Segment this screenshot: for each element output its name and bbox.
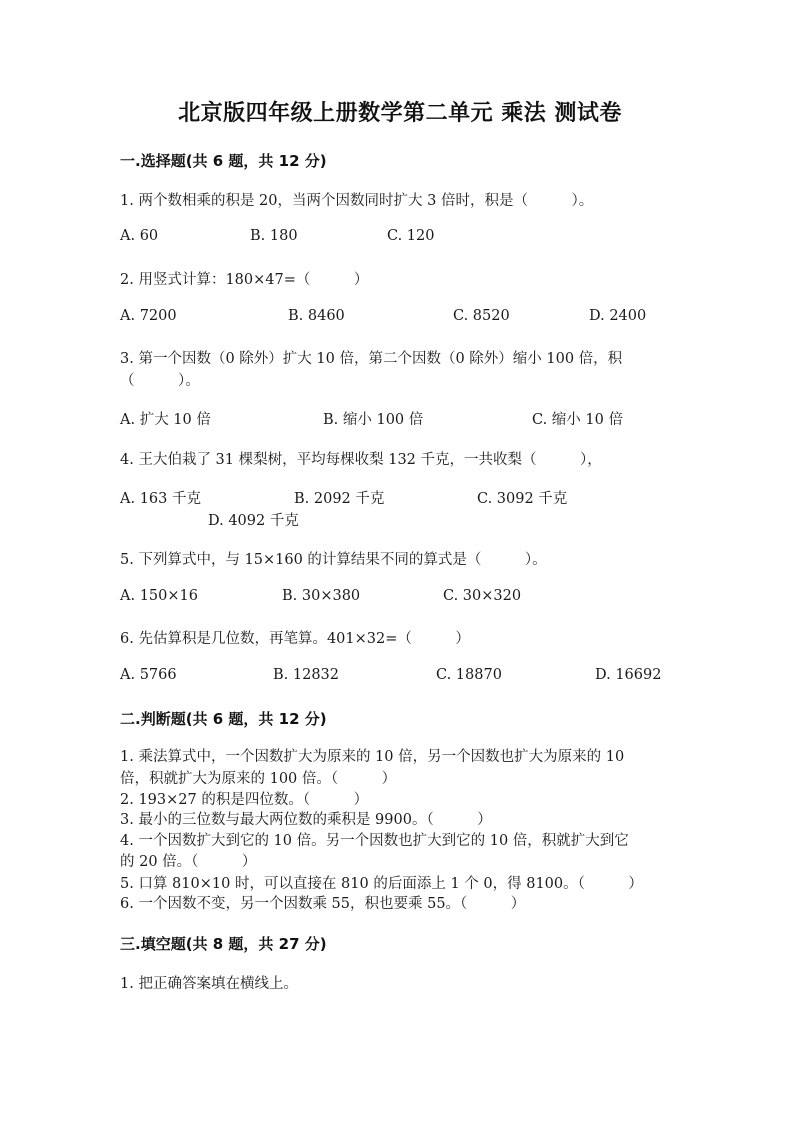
judgment-line: 倍，积就扩大为原来的 100 倍。（ ） [120,771,397,787]
judgment-line: 5. 口算 810×10 时，可以直接在 810 的后面添上 1 个 0，得 8100。（ ） [120,876,643,892]
question-3-continuation: （ ）。 [120,373,200,389]
option-d: D. 4092 千克 [208,513,299,529]
judgment-line: 3. 最小的三位数与最大两位数的乘积是 9900。（ ） [120,812,492,828]
option-a: A. 163 千克 [120,491,201,507]
option-a: A. 150×16 [120,588,198,604]
question-5: 5. 下列算式中，与 15×160 的计算结果不同的算式是（ ）。 [120,552,547,568]
option-b: B. 2092 千克 [294,491,385,507]
question-2: 2. 用竖式计算：180×47=（ ） [120,272,369,288]
option-c: C. 缩小 10 倍 [532,412,623,428]
fill-blank-line: 1. 把正确答案填在横线上。 [120,976,298,992]
question-3: 3. 第一个因数（0 除外）扩大 10 倍，第二个因数（0 除外）缩小 100 倍，积 [120,351,623,367]
option-b: B. 180 [250,228,298,244]
section-heading-fill-blank: 三.填空题(共 8 题，共 27 分) [120,935,327,953]
option-a: A. 60 [120,228,159,244]
page-title: 北京版四年级上册数学第二单元 乘法 测试卷 [178,101,622,126]
option-c: C. 18870 [436,667,502,683]
option-c: C. 30×320 [443,588,522,604]
judgment-line: 的 20 倍。（ ） [120,854,257,870]
option-b: B. 12832 [273,667,340,683]
option-b: B. 8460 [288,308,345,324]
question-4: 4. 王大伯栽了 31 棵梨树，平均每棵收梨 132 千克，一共收梨（ ）， [120,452,602,468]
option-c: C. 120 [387,228,435,244]
option-b: B. 缩小 100 倍 [323,412,424,428]
section-heading-choice: 一.选择题(共 6 题，共 12 分) [120,152,327,170]
question-6: 6. 先估算积是几位数，再笔算。401×32=（ ） [120,631,470,647]
question-1: 1. 两个数相乘的积是 20，当两个因数同时扩大 3 倍时，积是（ ）。 [120,193,594,209]
judgment-line: 2. 193×27 的积是四位数。（ ） [120,792,369,808]
option-b: B. 30×380 [282,588,361,604]
option-c: C. 3092 千克 [477,491,568,507]
option-a: A. 7200 [120,308,177,324]
option-a: A. 扩大 10 倍 [120,412,211,428]
section-heading-judgment: 二.判断题(共 6 题，共 12 分) [120,710,327,728]
option-c: C. 8520 [453,308,510,324]
option-d: D. 2400 [589,308,647,324]
option-a: A. 5766 [120,667,177,683]
option-d: D. 16692 [595,667,662,683]
judgment-line: 6. 一个因数不变，另一个因数乘 55，积也要乘 55。（ ） [120,896,526,912]
judgment-line: 1. 乘法算式中，一个因数扩大为原来的 10 倍，另一个因数也扩大为原来的 10 [120,749,625,765]
judgment-line: 4. 一个因数扩大到它的 10 倍。另一个因数也扩大到它的 10 倍，积就扩大到它 [120,833,629,849]
